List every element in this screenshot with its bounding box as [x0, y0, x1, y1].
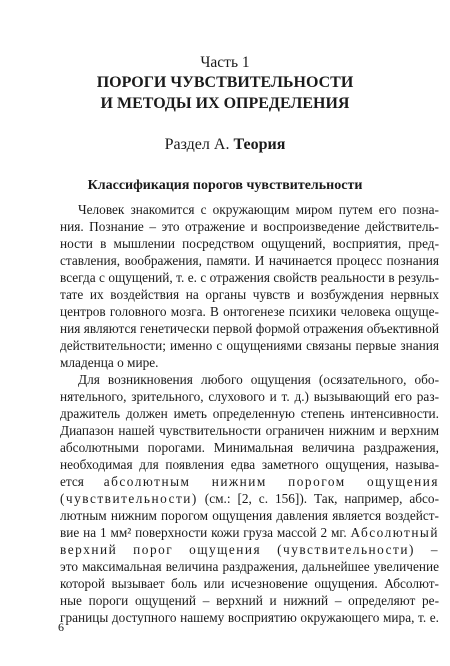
text-line: Диапазон нашей чувствительности ограничен нижним и верхним — [60, 423, 439, 438]
text-line: ставления, воображения, памяти. И начинается процесс познания — [60, 253, 439, 268]
text-fragment: (см.: [2, с. 156]). Так, например, абсо- — [204, 491, 439, 506]
text-fragment: ется — [60, 474, 84, 489]
text-line: лютным нижним порогом ощущения давления является воздейст- — [60, 508, 439, 523]
text-line: которой вызывает боль или исчезновение ощущения. Абсолют- — [60, 576, 439, 591]
text-line — [60, 524, 439, 541]
part-title-line: И МЕТОДЫ ИХ ОПРЕДЕЛЕНИЯ — [100, 95, 350, 112]
section-heading — [0, 136, 450, 154]
text-line: Для возникновения любого ощущения (осязательного, обо- — [78, 372, 439, 387]
section-name: Теория — [233, 136, 286, 153]
text-line: это максимальная величина раздражения, дальнейшее увеличение — [60, 559, 439, 574]
text-line: тате их воздействия на органы чувств и возбуждения нервных — [60, 287, 439, 302]
spaced-term: Абсолютный — [350, 525, 439, 540]
text-line — [60, 490, 439, 507]
text-line: центров головного мозга. В онтогенезе психики человека ощуще- — [60, 304, 439, 319]
text-line: абсолютными порогами. Минимальная величина раздражения, — [60, 440, 439, 455]
text-line: дражитель должен иметь определенную степень интенсивности. — [60, 406, 439, 421]
paragraph-1 — [60, 201, 439, 371]
text-line: границы доступного нашему восприятию окружающего мира, т. е. — [60, 610, 439, 625]
spaced-term: абсолютным нижним порогом ощущения — [103, 474, 439, 489]
text-line: младенца о мире. — [60, 355, 159, 370]
text-line: Человек знакомится с окружающим миром путем его позна- — [78, 202, 439, 217]
part-title-line: ПОРОГИ ЧУВСТВИТЕЛЬНОСТИ — [96, 74, 354, 91]
paragraph-2 — [60, 371, 439, 626]
text-line: верхний порог ощущения (чувствительности) – — [60, 542, 439, 557]
text-line: всегда с ощущений, т. е. с отражения свойств реальности в резуль- — [60, 270, 439, 285]
body-text — [60, 201, 439, 626]
text-line: ные пороги ощущений – верхний и нижний – определяют ре- — [60, 593, 439, 608]
text-line: ния являются генетически первой формой отражения объективной — [60, 321, 439, 336]
page-number: 6 — [58, 620, 64, 634]
text-line: действительности; именно с ощущениями связаны первые знания — [60, 338, 439, 353]
section-prefix: Раздел А. — [164, 136, 230, 153]
part-label: Часть 1 — [200, 54, 250, 71]
part-title — [0, 72, 450, 114]
text-fragment: вие на 1 мм² поверхности кожи груза массой 2 мг. — [60, 525, 347, 540]
text-line — [60, 473, 439, 490]
text-line: необходимая для появления едва заметного ощущения, называ- — [60, 457, 439, 472]
spaced-term: (чувствительности) — [60, 491, 198, 506]
text-line: ности в мышлении посредством ощущений, восприятия, пред- — [60, 236, 439, 251]
subsection-title: Классификация порогов чувствительности — [87, 178, 363, 193]
text-line: нятельного, зрительного, слухового и т. д.) вызывающий его раз- — [60, 389, 439, 404]
text-line: ния. Познание – это отражение и воспроизведение действитель- — [60, 219, 439, 234]
